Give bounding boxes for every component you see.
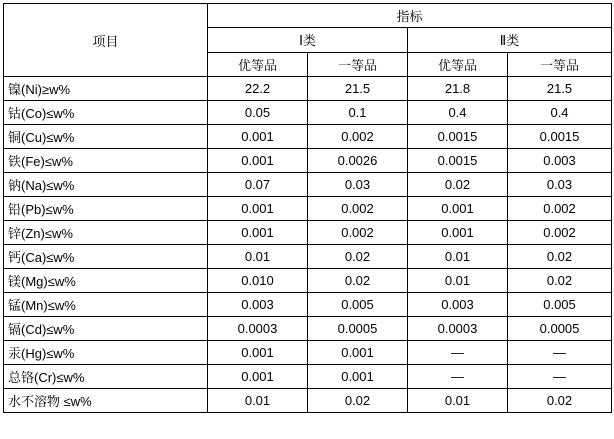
row-value-cell: 0.02 (508, 389, 612, 413)
row-value-cell: 0.4 (508, 101, 612, 125)
table-row (4, 293, 612, 317)
table-row (4, 317, 612, 341)
row-value-cell: 0.0003 (208, 317, 308, 341)
row-value-cell: 0.05 (208, 101, 308, 125)
table-row (4, 125, 612, 149)
row-item-label: 总铬(Cr)≤w% (4, 365, 208, 389)
class-2-header: Ⅱ类 (408, 28, 612, 52)
grade-header: 一等品 (308, 52, 408, 76)
row-value-cell: 0.002 (308, 221, 408, 245)
header-row-1 (4, 4, 612, 28)
table-row (4, 269, 612, 293)
row-value-cell: 0.0005 (508, 317, 612, 341)
row-value-cell: 0.003 (508, 149, 612, 173)
row-value-cell: — (408, 341, 508, 365)
row-value-cell: 0.02 (308, 245, 408, 269)
row-value-cell: 0.010 (208, 269, 308, 293)
row-value-cell: 0.4 (408, 101, 508, 125)
row-value-cell: 0.0003 (408, 317, 508, 341)
row-value-cell: 0.001 (308, 341, 408, 365)
row-item-label: 锌(Zn)≤w% (4, 221, 208, 245)
row-value-cell: 0.03 (508, 173, 612, 197)
row-value-cell: 0.001 (408, 197, 508, 221)
row-value-cell: — (508, 341, 612, 365)
grade-header: 优等品 (208, 52, 308, 76)
row-value-cell: 0.02 (508, 269, 612, 293)
row-value-cell: 0.001 (208, 197, 308, 221)
table-row (4, 101, 612, 125)
row-value-cell: — (408, 365, 508, 389)
row-value-cell: 0.001 (408, 221, 508, 245)
row-item-label: 镉(Cd)≤w% (4, 317, 208, 341)
row-value-cell: 0.0015 (408, 125, 508, 149)
row-item-label: 钠(Na)≤w% (4, 173, 208, 197)
row-item-label: 镁(Mg)≤w% (4, 269, 208, 293)
row-item-label: 汞(Hg)≤w% (4, 341, 208, 365)
table-row (4, 389, 612, 413)
row-value-cell: 0.003 (408, 293, 508, 317)
row-value-cell: 0.03 (308, 173, 408, 197)
row-value-cell: 0.001 (208, 365, 308, 389)
row-value-cell: 0.001 (208, 125, 308, 149)
row-item-label: 铜(Cu)≤w% (4, 125, 208, 149)
table-row (4, 365, 612, 389)
row-value-cell: 0.0015 (408, 149, 508, 173)
grade-header: 优等品 (408, 52, 508, 76)
table-row (4, 245, 612, 269)
row-item-label: 钙(Ca)≤w% (4, 245, 208, 269)
row-value-cell: 0.0026 (308, 149, 408, 173)
row-value-cell: 21.5 (308, 77, 408, 101)
row-value-cell: 0.002 (508, 197, 612, 221)
row-value-cell: 0.01 (408, 389, 508, 413)
row-value-cell: 0.0005 (308, 317, 408, 341)
row-value-cell: 0.1 (308, 101, 408, 125)
row-value-cell: 0.002 (308, 125, 408, 149)
row-value-cell: 0.003 (208, 293, 308, 317)
row-value-cell: 22.2 (208, 77, 308, 101)
table-row (4, 341, 612, 365)
table-row (4, 197, 612, 221)
table-row (4, 77, 612, 101)
row-value-cell: 0.002 (308, 197, 408, 221)
row-value-cell: 0.01 (208, 245, 308, 269)
row-value-cell: 0.02 (308, 389, 408, 413)
row-value-cell: — (508, 365, 612, 389)
row-value-cell: 0.02 (408, 173, 508, 197)
row-value-cell: 0.02 (308, 269, 408, 293)
table-row (4, 149, 612, 173)
table-body (4, 4, 612, 413)
row-value-cell: 0.001 (308, 365, 408, 389)
row-value-cell: 0.01 (408, 269, 508, 293)
specification-table (3, 3, 612, 413)
table-row (4, 173, 612, 197)
row-value-cell: 0.001 (208, 149, 308, 173)
row-item-label: 钴(Co)≤w% (4, 101, 208, 125)
row-value-cell: 21.8 (408, 77, 508, 101)
row-value-cell: 0.005 (308, 293, 408, 317)
row-value-cell: 0.01 (408, 245, 508, 269)
row-item-label: 水不溶物 ≤w% (4, 389, 208, 413)
row-value-cell: 0.005 (508, 293, 612, 317)
row-value-cell: 0.001 (208, 341, 308, 365)
item-column-header: 项目 (4, 4, 208, 77)
row-value-cell: 0.02 (508, 245, 612, 269)
row-value-cell: 0.01 (208, 389, 308, 413)
row-item-label: 铁(Fe)≤w% (4, 149, 208, 173)
row-item-label: 镍(Ni)≥w% (4, 77, 208, 101)
row-value-cell: 0.001 (208, 221, 308, 245)
indicator-header: 指标 (208, 4, 612, 28)
row-value-cell: 21.5 (508, 77, 612, 101)
row-value-cell: 0.07 (208, 173, 308, 197)
class-1-header: Ⅰ类 (208, 28, 408, 52)
table-row (4, 221, 612, 245)
row-value-cell: 0.002 (508, 221, 612, 245)
row-item-label: 铅(Pb)≤w% (4, 197, 208, 221)
row-item-label: 锰(Mn)≤w% (4, 293, 208, 317)
grade-header: 一等品 (508, 52, 612, 76)
row-value-cell: 0.0015 (508, 125, 612, 149)
